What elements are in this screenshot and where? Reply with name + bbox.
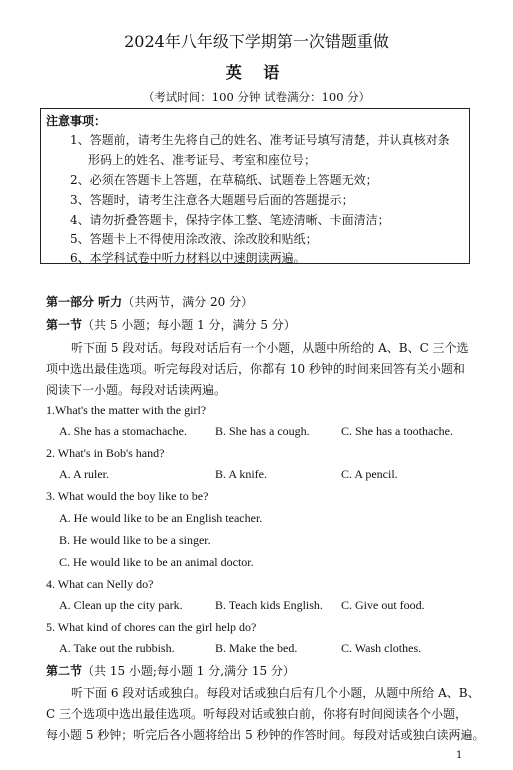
question-4: 4. What can Nelly do?: [46, 577, 154, 591]
section2-instruction-line-2: C 三个选项中选出最佳选项。听每段对话或独白前，你将有时间阅读各个小题，: [46, 707, 467, 721]
section2-heading-rest: （共 15 小题;每小题 1 分,满分 15 分）: [82, 664, 295, 678]
question-5-option-a: A. Take out the rubbish.: [59, 641, 175, 655]
question-3-option-a: A. He would like to be an English teacher.: [59, 511, 263, 525]
part1-heading: [46, 293, 253, 310]
section1-instruction-line-1: 听下面 5 段对话。每段对话后有一个小题，从题中所给的 A、B、C 三个选: [71, 341, 469, 355]
question-2-option-b: B. A knife.: [215, 467, 268, 481]
question-1-option-b: B. She has a cough.: [215, 424, 310, 438]
notice-item-3: 3、答题时，请考生注意各大题题号后面的答题提示；: [70, 193, 354, 207]
question-3-option-c: C. He would like to be an animal doctor.: [59, 555, 254, 569]
question-1-option-a: A. She has a stomachache.: [59, 424, 187, 438]
notice-box: [40, 108, 470, 264]
question-4-option-b: B. Teach kids English.: [215, 598, 323, 612]
notice-item-6: 6、本学科试卷中听力材料以中速朗读两遍。: [70, 251, 306, 265]
notice-item-2: 2、必须在答题卡上答题，在草稿纸、试题卷上答题无效；: [70, 173, 378, 187]
notice-item-1-cont: 形码上的姓名、准考证号、考室和座位号；: [88, 153, 317, 167]
question-5-option-c: C. Wash clothes.: [341, 641, 422, 655]
question-1-option-c: C. She has a toothache.: [341, 424, 453, 438]
subject-title: 英 语: [225, 63, 288, 82]
page-number: 1: [456, 750, 463, 761]
section2-heading: [46, 662, 295, 679]
notice-title: 注意事项：: [46, 114, 107, 128]
question-2-option-a: A. A ruler.: [59, 467, 109, 481]
section2-heading-bold: 第二节: [46, 664, 83, 678]
section1-heading-bold: 第一节: [46, 318, 83, 332]
question-4-option-c: C. Give out food.: [341, 598, 425, 612]
question-2-option-c: C. A pencil.: [341, 467, 398, 481]
section1-heading: [46, 316, 296, 333]
question-5: 5. What kind of chores can the girl help do?: [46, 620, 257, 634]
notice-item-4: 4、请勿折叠答题卡，保持字体工整、笔迹清晰、卡面清洁；: [70, 213, 390, 227]
question-1: 1.What's the matter with the girl?: [46, 403, 207, 417]
part1-heading-rest: （共两节，满分 20 分）: [122, 295, 254, 309]
question-3: 3. What would the boy like to be?: [46, 489, 209, 503]
question-5-option-b: B. Make the bed.: [215, 641, 298, 655]
section1-heading-rest: （共 5 小题；每小题 1 分，满分 5 分）: [82, 318, 296, 332]
exam-info: （考试时间：100 分钟 试卷满分：100 分）: [142, 90, 371, 104]
notice-item-1: 1、答题前，请考生先将自己的姓名、准考证号填写清楚，并认真核对条: [70, 133, 450, 147]
question-3-option-b: B. He would like to be a singer.: [59, 533, 211, 547]
section1-instruction-line-2: 项中选出最佳选项。听完每段对话后，你都有 10 秒钟的时间来回答有关小题和: [46, 362, 465, 376]
part1-heading-bold: 第一部分 听力: [46, 295, 123, 309]
section1-instruction-line-3: 阅读下一小题。每段对话读两遍。: [46, 383, 227, 397]
section2-instruction-line-3: 每小题 5 秒钟；听完后各小题将给出 5 秒钟的作答时间。每段对话或独白读两遍。: [46, 728, 485, 742]
notice-item-5: 5、答题卡上不得使用涂改液、涂改胶和贴纸；: [70, 232, 318, 246]
section2-instruction-line-1: 听下面 6 段对话或独白。每段对话或独白后有几个小题，从题中所给 A、B、: [71, 686, 480, 700]
question-4-option-a: A. Clean up the city park.: [59, 598, 183, 612]
exam-title: 2024年八年级下学期第一次错题重做: [124, 32, 389, 51]
question-2: 2. What's in Bob's hand?: [46, 446, 165, 460]
